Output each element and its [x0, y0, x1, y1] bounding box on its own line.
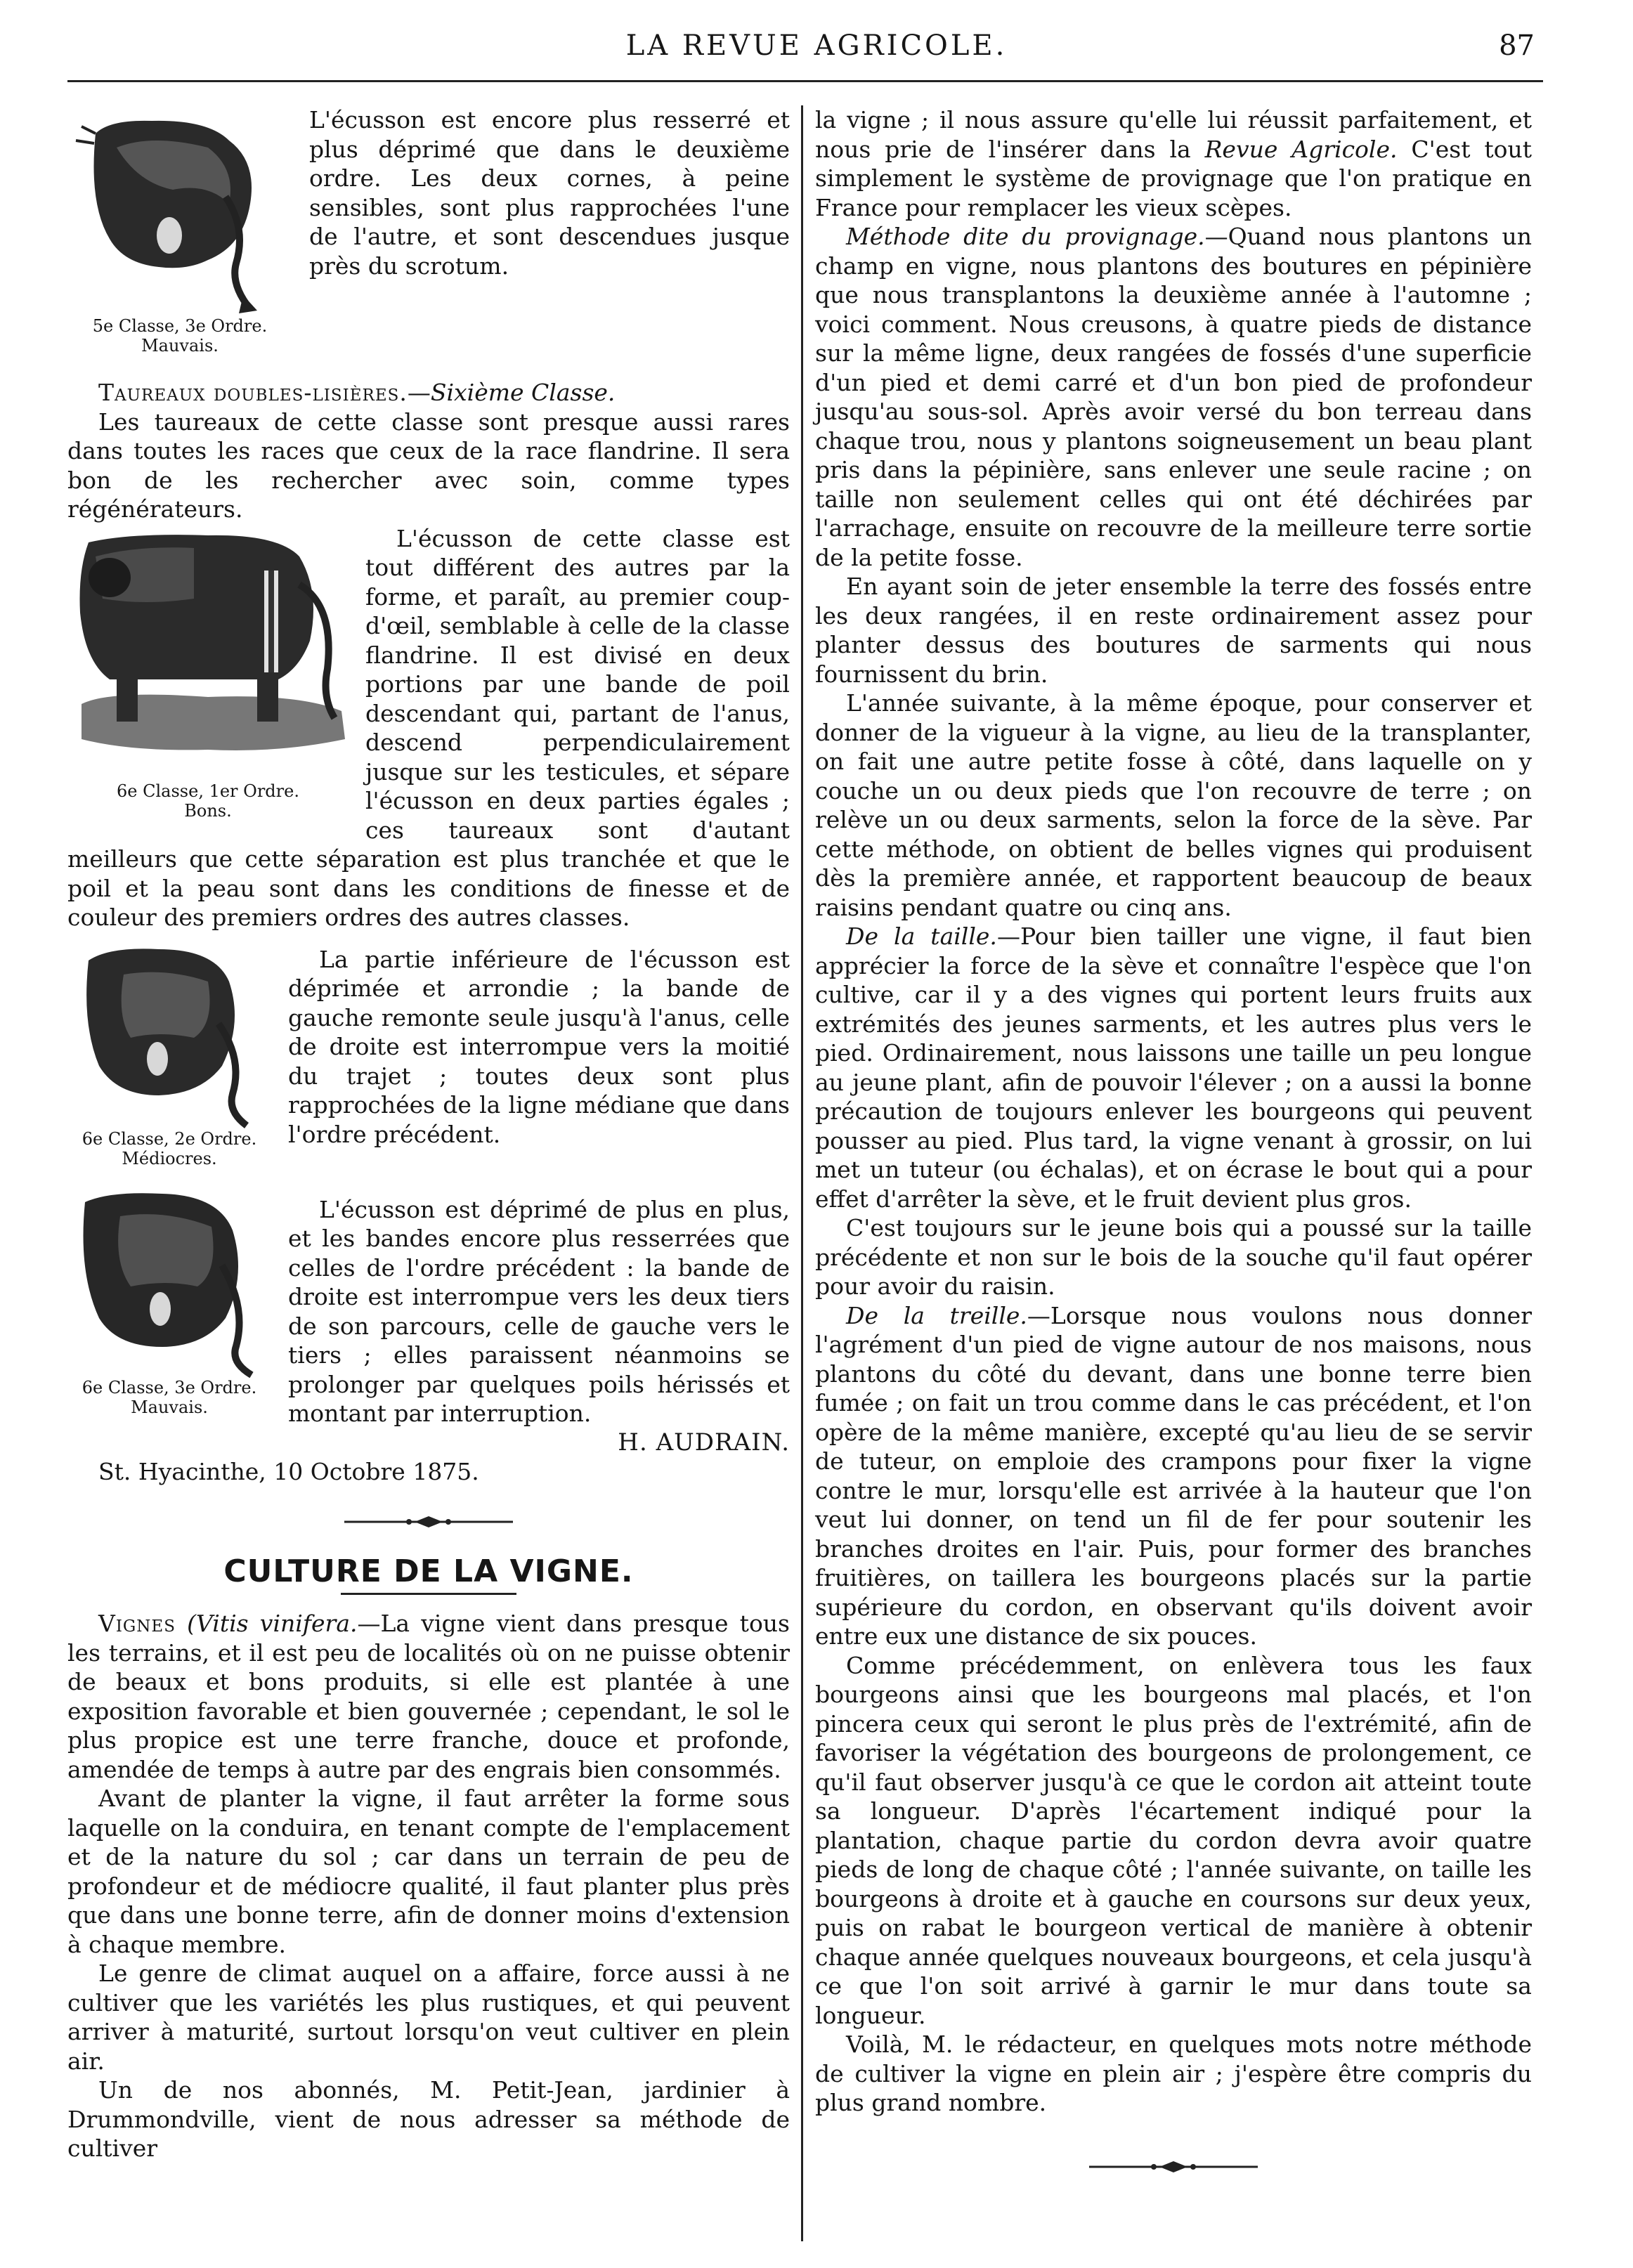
- paragraph: [815, 222, 1532, 572]
- bull-side-illustration: [67, 528, 349, 781]
- paragraph: L'écusson est encore plus resserré et plus déprimé que dans le deuxième ordre. Les deux cornes, à peine sensibles, sont plus rapprochées l'une de l'autre, et sont descendues jusque près du scrotum.: [309, 106, 790, 280]
- figure-caption-class: 6e Classe, 1er Ordre.: [117, 781, 299, 801]
- paragraph: [815, 922, 1532, 1213]
- text-italic: Revue Agricole.: [1204, 135, 1398, 163]
- paragraph: Voilà, M. le rédacteur, en quelques mots notre méthode de cultiver la vigne en plein air ; j'espère être compris du plus grand nombre.: [815, 2031, 1532, 2116]
- vigne-lead-italic: (Vitis vinifera.: [187, 1610, 358, 1637]
- ornament-divider: [67, 1515, 790, 1529]
- vigne-lead-caps: Vignes: [98, 1610, 176, 1637]
- title-rule: [341, 1593, 516, 1595]
- figure-bull-rear-5-3: [67, 105, 292, 356]
- page-number: 87: [1499, 30, 1535, 62]
- paragraph: C'est toujours sur le jeune bois qui a poussé sur la taille précédente et non sur le bois de la souche qu'il faut opérer pour avoir du raisin.: [815, 1214, 1532, 1300]
- text-run: —Lorsque nous voulons nous donner l'agrément d'un pied de vigne autour de nos maisons, nous plantons du côté du devant, dans une bonne terre bien fumée ; on fait un trou comme dans le cas précédent, et l'on opère de la même manière, excepté qu'au lieu de se servir de tuteur, on emploie des crampons pour fixer la vigne contre le mur, lorsqu'elle est arrivée à la hauteur que l'on veut lui donner, on tend un fil de fer pour soutenir les branches droites en l'air. Puis, pour former des branches fruitières, on taillera les bourgeons placés sur la partie supérieure du cordon, en observant qu'ils doivent avoir entre eux une distance de six pouces.: [815, 1301, 1532, 1650]
- running-head-title: LA REVUE AGRICOLE.: [625, 30, 1008, 62]
- figure-caption-class: 6e Classe, 3e Ordre.: [82, 1377, 257, 1397]
- sub-heading-italic: Sixième Classe.: [430, 379, 616, 406]
- vigne-lead-rest: —La vigne vient dans presque tous les terrains, et il est peu de localités où on ne puisse obtenir de beaux et bons produits, si elle est plantée à une exposition favorable et bien gouvernée ; cependant, le sol le plus propice est une terre franche, douce et profonde, amendée de temps à autre par des engrais bien consommés.: [67, 1610, 790, 1783]
- paragraph: Avant de planter la vigne, il faut arrêter la forme sous laquelle on la conduira, en tenant compte de l'emplacement et de la nature du sol ; car dans un terrain de peu de profondeur et de médiocre qualité, il faut planter plus près que dans une bonne terre, afin de donner moins d'extension à chaque membre.: [67, 1785, 790, 1958]
- text-italic: Méthode dite du provignage.: [846, 223, 1205, 250]
- dateline: St. Hyacinthe, 10 Octobre 1875.: [98, 1458, 479, 1485]
- paragraph: Les taureaux de cette classe sont presque aussi rares dans toutes les races que ceux de la race flandrine. Il sera bon de les rechercher avec soin, comme types régénérateurs.: [67, 408, 790, 523]
- bull-rear-illustration: [67, 939, 271, 1129]
- ornament-icon: [344, 1515, 513, 1529]
- signature: H. AUDRAIN.: [618, 1428, 790, 1456]
- figure-caption-class: 6e Classe, 2e Ordre.: [82, 1128, 257, 1149]
- ornament-icon: [1089, 2160, 1258, 2174]
- paragraph: [67, 1609, 790, 1784]
- sub-heading-caps: Taureaux doubles-lisières.: [98, 379, 408, 406]
- figure-bull-side-6-1: [67, 528, 349, 821]
- figure-caption-rating: Bons.: [184, 800, 232, 821]
- paragraph: Un de nos abonnés, M. Petit-Jean, jardinier à Drummondville, vient de nous adresser sa méthode de cultiver: [67, 2076, 790, 2162]
- text-run: —Quand nous plantons un champ en vigne, nous plantons des boutures en pépinière que nous transplantons la deuxième année à l'automne ; voici comment. Nous creusons, à quatre pieds de distance sur la même ligne, deux rangées de fossés d'une superficie d'un pied et demi carré et d'un bon pied de profondeur jusqu'au sous-sol. Après avoir versé du bon terreau dans chaque trou, nous y plantons soigneusement un beau plant pris dans la pépinière, sans enlever une seule racine ; on taille non seulement celles qui ont été déchirées par l'arrachage, ensuite on recouvre de la meilleure terre sortie de la petite fosse.: [815, 223, 1532, 571]
- figure-caption-rating: Médiocres.: [122, 1148, 217, 1168]
- paragraph: L'année suivante, à la même époque, pour conserver et donner de la vigueur à la vigne, au lieu de la transplanter, on fait une autre petite fosse à côté, dans laquelle on y couche un ou deux pieds que l'on recouvre de terre ; on relève un ou deux sarments, selon la force de la sève. Par cette méthode, on obtient de belles vignes qui produisent dès la première année, et rapportent beaucoup de beaux raisins pendant quatre ou cinq ans.: [815, 689, 1532, 921]
- right-column: [815, 105, 1532, 2202]
- paragraph: Comme précédemment, on enlèvera tous les faux bourgeons ainsi que les bourgeons mal placés, et l'on pincera ceux qui seront le plus près de l'extrémité, afin de favoriser la végétation des bourgeons de prolongement, ce qu'il faut observer jusqu'à ce que le cordon ait atteint toute sa longueur. D'après l'écartement indiqué pour la plantation, chaque partie du cordon devra avoir quatre pieds de long de chaque côté ; l'année suivante, on taille les bourgeons à droite et à gauche en coursons sur deux yeux, puis on rabat le bourgeon vertical de manière à obtenir chaque année quelques nouveaux bourgeons, et cela jusqu'à ce que l'on soit arrivé à garnir le mur dans toute sa longueur.: [815, 1651, 1532, 2029]
- text-run: la vigne ; il nous assure qu'elle lui réussit parfaitement, et nous prie de l'insérer dans la: [815, 106, 1532, 163]
- paragraph: L'écusson est déprimé de plus en plus, et les bandes encore plus resserrées que celles de l'ordre précédent : la bande de droite est interrompue vers les deux tiers de son parcours, celle de gauche vers le tiers ; elles paraissent néanmoins se prolonger par quelques poils hérissés et montant par interruption.: [288, 1195, 790, 1427]
- header-rule: [67, 80, 1543, 82]
- figure-bull-rear-6-3: [67, 1188, 271, 1417]
- text-italic: De la taille.: [846, 923, 997, 950]
- paragraph: La partie inférieure de l'écusson est déprimée et arrondie ; la bande de gauche remonte seule jusqu'à l'anus, celle de droite est interrompue vers la moitié du trajet ; toutes deux sont plus rapprochées de la ligne médiane que dans l'ordre précédent.: [288, 945, 790, 1148]
- ornament-divider: [815, 2160, 1532, 2174]
- text-run: C'est tout simplement le système de provignage que l'on pratique en France pour remplacer les vieux scèpes.: [815, 135, 1533, 221]
- paragraph: Le genre de climat auquel on a affaire, force aussi à ne cultiver que les variétés les plus rustiques, et qui peuvent arriver à maturité, surtout lorsqu'on veut cultiver en plein air.: [67, 1960, 790, 2075]
- figure-caption-class: 5e Classe, 3e Ordre.: [92, 316, 268, 336]
- bull-rear-illustration: [67, 105, 292, 316]
- paragraph: En ayant soin de jeter ensemble la terre des fossés entre les deux rangées, il en reste ordinairement assez pour planter dessus des boutures de sarments qui nous fournissent du brin.: [815, 573, 1532, 688]
- paragraph: [815, 105, 1532, 222]
- text-run: —Pour bien tailler une vigne, il faut bien apprécier la force de la sève et connaître l'espèce que l'on cultive, car il y a des vignes qui portent leurs fruits aux extrémités des jeunes sarments, et les autres plus vers le pied. Ordinairement, nous laissons une taille un peu longue au jeune plant, afin de pouvoir l'élever ; on a aussi la bonne précaution de toujours enlever les bourgeons qui peuvent pousser au pied. Plus tard, la vigne venant à grossir, on lui met un tuteur (ou échalas), et on écrase le bout qui a pour effet d'arrêter la sève, et le fruit devient plus gros.: [815, 923, 1532, 1213]
- paragraph: L'écusson de cette classe est tout différent des autres par la forme, et paraît, au premier coup-d'œil, semblable à celle de la classe flandrine. Il est divisé en deux portions par une bande de poil descendant qui, partant de l'anus, descend perpendiculairement jusque sur les testicules, et sépare l'écusson en deux parties égales ; ces taureaux sont d'autant meilleurs que cette séparation est plus tranchée et que le poil et la peau sont dans les conditions de finesse et de couleur des premiers ordres des autres classes.: [67, 524, 790, 931]
- paragraph: [815, 1301, 1532, 1651]
- bull-rear-illustration: [67, 1188, 271, 1378]
- column-rule: [801, 105, 803, 2241]
- figure-caption-rating: Mauvais.: [131, 1397, 208, 1417]
- left-column: [67, 105, 790, 2163]
- figure-bull-rear-6-2: [67, 939, 271, 1168]
- sub-heading: Taureaux doubles-lisières.—Sixième Classe.: [98, 379, 616, 406]
- text-italic: De la treille.: [846, 1301, 1027, 1329]
- figure-caption-rating: Mauvais.: [141, 336, 219, 356]
- section-title: CULTURE DE LA VIGNE.: [223, 1553, 634, 1589]
